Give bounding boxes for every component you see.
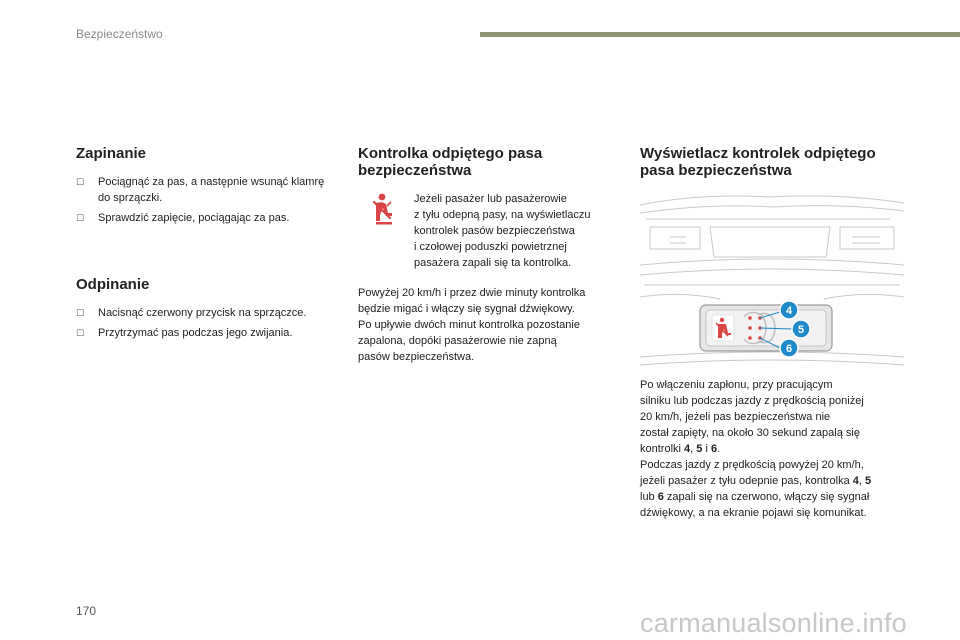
header-bar bbox=[480, 32, 960, 37]
column-display bbox=[640, 145, 908, 519]
checkbox-bullet-icon: ☐ bbox=[76, 328, 85, 338]
watermark: carmanualsonline.info bbox=[640, 608, 907, 638]
checkbox-bullet-icon: ☐ bbox=[76, 308, 85, 318]
checkbox-bullet-icon: ☐ bbox=[76, 213, 85, 223]
section-title-wyswietlacz: Wyświetlacz kontrolek odpiętego pasa bezpieczeństwa bbox=[640, 145, 876, 179]
column-warning-lamp bbox=[358, 145, 620, 365]
column-fastening bbox=[76, 145, 338, 345]
section-title-zapinanie: Zapinanie bbox=[76, 145, 147, 162]
header-title: Bezpieczeństwo bbox=[76, 27, 163, 41]
bullet-list-zapinanie bbox=[76, 174, 338, 226]
callout-6: 6 bbox=[785, 343, 793, 355]
display-description: Po włączeniu zapłonu, przy pracującym silniku lub podczas jazdy z prędkością poniżej 20 km/h, jeżeli pas bezpieczeństwa nie został zapięty, na około 30 sekund zapalą się kontrolki 4, 5 i 6. Podczas jazdy z prędkością powyżej 20 km/h, jeżeli pasażer z tyłu odepnie pas, kontrolka 4, 5 lub 6 zapali się na czerwono, włączy się sygnał dźwiękowy, a na ekranie pojawi się komunikat. bbox=[640, 379, 872, 519]
body-text: Powyżej 20 km/h i przez dwie minuty kontrolka będzie migać i włączy się sygnał dźwiękowy. Po upływie dwóch minut kontrolka pozostanie zapalona, dopóki pasażerowie nie zapną pasów bezpieczeństwa. bbox=[358, 287, 586, 363]
list-item: ☐ Pociągnąć za pas, a następnie wsunąć klamrę do sprzączki. bbox=[76, 176, 325, 204]
bullet-list-odpinanie bbox=[76, 305, 338, 341]
list-item: ☐ Sprawdzić zapięcie, pociągając za pas. bbox=[76, 212, 290, 224]
section-title-kontrolka: Kontrolka odpiętego pasa bezpieczeństwa bbox=[358, 145, 543, 179]
page-number: 170 bbox=[76, 604, 97, 618]
checkbox-bullet-icon: ☐ bbox=[76, 177, 85, 187]
dashboard-illustration bbox=[640, 187, 904, 373]
list-item: ☐ Nacisnąć czerwony przycisk na sprzączce. bbox=[76, 307, 307, 319]
list-item: ☐ Przytrzymać pas podczas jego zwijania. bbox=[76, 327, 293, 339]
section-title-odpinanie: Odpinanie bbox=[76, 276, 150, 293]
callout-5: 5 bbox=[797, 324, 805, 336]
callout-4: 4 bbox=[785, 305, 793, 317]
icon-description: Jeżeli pasażer lub pasażerowie z tyłu odepną pasy, na wyświetlaczu kontrolek pasów bezpieczeństwa i czołowej poduszki powietrznej pasażera zapali się ta kontrolka. bbox=[414, 193, 591, 269]
seatbelt-warning-icon bbox=[370, 193, 396, 225]
